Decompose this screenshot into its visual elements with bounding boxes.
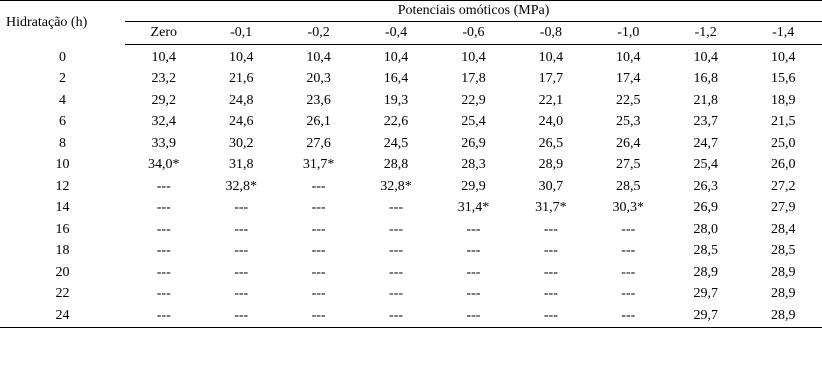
table-row — [0, 133, 822, 155]
value-cell: 19,3 — [383, 92, 409, 108]
value-cell: 21,5 — [770, 114, 796, 130]
column-header: Zero — [125, 22, 202, 45]
value-cell: 23,6 — [306, 92, 331, 108]
value-cell: 28,9 — [770, 264, 796, 280]
value-cell: 10,4 — [770, 49, 796, 65]
value-cell: --- — [466, 264, 481, 280]
value-cell: --- — [311, 178, 326, 194]
value-cell: 26,9 — [693, 200, 718, 216]
value-cell: --- — [466, 221, 481, 237]
value-cell: 32,8* — [380, 178, 412, 194]
value-cell: --- — [234, 286, 249, 302]
row-hours-cell: 12 — [55, 178, 70, 194]
value-cell: 26,1 — [306, 114, 331, 130]
value-cell: 33,9 — [151, 135, 177, 151]
table-row — [0, 198, 822, 220]
value-cell: --- — [389, 286, 404, 302]
value-cell: --- — [234, 264, 249, 280]
table-row — [0, 176, 822, 198]
row-hours-cell: 16 — [55, 221, 70, 237]
value-cell: 22,1 — [538, 92, 564, 108]
value-cell: 28,9 — [693, 264, 718, 280]
column-header: -0,1 — [202, 22, 279, 45]
value-cell: 22,5 — [616, 92, 641, 108]
value-cell: 31,8 — [228, 157, 254, 173]
value-cell: 17,7 — [538, 71, 564, 87]
value-cell: --- — [156, 178, 171, 194]
row-hours-cell: 0 — [59, 49, 67, 65]
value-cell: 10,4 — [693, 49, 718, 65]
table-body — [0, 45, 822, 328]
table-row — [0, 305, 822, 327]
value-cell: 26,0 — [770, 157, 796, 173]
value-cell: --- — [389, 264, 404, 280]
table-row — [0, 262, 822, 284]
value-cell: --- — [311, 221, 326, 237]
value-cell: 27,6 — [306, 135, 331, 151]
row-hours-cell: 18 — [55, 243, 70, 259]
value-cell: 25,4 — [693, 157, 718, 173]
value-cell: --- — [389, 200, 404, 216]
row-hours-cell: 8 — [59, 135, 67, 151]
value-cell: 28,9 — [538, 157, 564, 173]
value-cell: 25,0 — [770, 135, 796, 151]
value-cell: --- — [311, 243, 326, 259]
value-cell: --- — [543, 286, 558, 302]
value-cell: --- — [156, 221, 171, 237]
value-cell: 29,7 — [667, 305, 744, 327]
value-cell: 17,8 — [461, 71, 486, 87]
value-cell: 24,7 — [693, 135, 718, 151]
value-cell: 29,2 — [151, 92, 177, 108]
row-hours-cell: 22 — [55, 286, 70, 302]
value-cell: 10,4 — [306, 49, 331, 65]
row-hours-cell: 4 — [59, 92, 67, 108]
value-cell: 28,5 — [770, 243, 796, 259]
row-hours-cell: 10 — [55, 157, 70, 173]
value-cell: --- — [357, 305, 434, 327]
value-cell: 10,4 — [538, 49, 564, 65]
value-cell: 28,8 — [383, 157, 409, 173]
value-cell: 16,8 — [693, 71, 718, 87]
value-cell: 30,7 — [538, 178, 564, 194]
column-header: -1,4 — [744, 22, 822, 45]
value-cell: 16,4 — [383, 71, 409, 87]
value-cell: 26,4 — [616, 135, 641, 151]
value-cell: --- — [621, 221, 636, 237]
value-cell: --- — [543, 243, 558, 259]
row-hours-cell: 14 — [55, 200, 70, 216]
value-cell: 28,5 — [616, 178, 641, 194]
value-cell: 22,6 — [383, 114, 409, 130]
column-header: -1,2 — [667, 22, 744, 45]
value-cell: 10,4 — [151, 49, 177, 65]
row-hours-cell: 6 — [59, 114, 67, 130]
value-cell: --- — [311, 286, 326, 302]
value-cell: --- — [311, 264, 326, 280]
value-cell: 10,4 — [616, 49, 641, 65]
value-cell: 10,4 — [461, 49, 486, 65]
column-header: -0,8 — [512, 22, 589, 45]
value-cell: --- — [311, 200, 326, 216]
value-cell: --- — [234, 243, 249, 259]
value-cell: --- — [125, 305, 202, 327]
value-cell: 10,4 — [383, 49, 409, 65]
table-row — [0, 284, 822, 306]
value-cell: 27,9 — [770, 200, 796, 216]
table-header — [0, 1, 822, 45]
row-hours-cell: 2 — [59, 71, 67, 87]
value-cell: --- — [621, 243, 636, 259]
value-cell: 21,6 — [228, 71, 254, 87]
value-cell: --- — [156, 243, 171, 259]
value-cell: 29,7 — [693, 286, 718, 302]
table-row — [0, 90, 822, 112]
value-cell: 26,9 — [461, 135, 486, 151]
value-cell: --- — [466, 243, 481, 259]
value-cell: 24,6 — [228, 114, 254, 130]
column-header: -0,4 — [357, 22, 434, 45]
value-cell: --- — [234, 221, 249, 237]
value-cell: 29,9 — [461, 178, 486, 194]
value-cell: --- — [621, 264, 636, 280]
table-row — [0, 155, 822, 177]
value-cell: 32,4 — [151, 114, 177, 130]
value-cell: 28,9 — [744, 305, 822, 327]
value-cell: 28,0 — [693, 221, 718, 237]
value-cell: 17,4 — [616, 71, 641, 87]
value-cell: --- — [435, 305, 512, 327]
table-row — [0, 241, 822, 263]
group-header-osmotic-potentials: Potenciais omóticos (MPa) — [125, 1, 822, 22]
table-row — [0, 112, 822, 134]
value-cell: 32,8* — [225, 178, 257, 194]
value-cell: 24,8 — [228, 92, 254, 108]
value-cell: 31,4* — [457, 200, 490, 216]
value-cell: --- — [156, 286, 171, 302]
value-cell: --- — [466, 286, 481, 302]
value-cell: 24,0 — [538, 114, 564, 130]
value-cell: 27,2 — [770, 178, 796, 194]
value-cell: --- — [156, 264, 171, 280]
value-cell: 30,3* — [612, 200, 645, 216]
row-hours-cell: 24 — [0, 305, 125, 327]
value-cell: 25,4 — [461, 114, 486, 130]
value-cell: 24,5 — [383, 135, 409, 151]
value-cell: --- — [543, 221, 558, 237]
value-cell: --- — [234, 200, 249, 216]
value-cell: --- — [202, 305, 279, 327]
row-header-hydration: Hidratação (h) — [0, 1, 125, 45]
value-cell: 31,7* — [302, 157, 335, 173]
value-cell: 28,5 — [693, 243, 718, 259]
value-cell: 23,7 — [693, 114, 718, 130]
value-cell: --- — [156, 200, 171, 216]
value-cell: 34,0* — [148, 157, 180, 173]
value-cell: --- — [543, 264, 558, 280]
value-cell: 25,3 — [616, 114, 641, 130]
value-cell: 22,9 — [461, 92, 486, 108]
value-cell: 26,3 — [693, 178, 718, 194]
table-row — [0, 45, 822, 69]
value-cell: 26,5 — [538, 135, 564, 151]
value-cell: --- — [621, 286, 636, 302]
value-cell: --- — [590, 305, 667, 327]
column-header: -1,0 — [590, 22, 667, 45]
value-cell: 30,2 — [228, 135, 254, 151]
value-cell: 10,4 — [228, 49, 254, 65]
value-cell: --- — [389, 221, 404, 237]
value-cell: --- — [280, 305, 357, 327]
table-row — [0, 69, 822, 91]
value-cell: 28,3 — [461, 157, 486, 173]
value-cell: 21,8 — [693, 92, 718, 108]
row-hours-cell: 20 — [55, 264, 70, 280]
column-header: -0,2 — [280, 22, 357, 45]
value-cell: 27,5 — [616, 157, 641, 173]
value-cell: 15,6 — [770, 71, 796, 87]
value-cell: 28,4 — [770, 221, 796, 237]
value-cell: 23,2 — [151, 71, 177, 87]
value-cell: 28,9 — [770, 286, 796, 302]
value-cell: --- — [389, 243, 404, 259]
value-cell: 31,7* — [535, 200, 567, 216]
table-row — [0, 219, 822, 241]
value-cell: --- — [512, 305, 589, 327]
value-cell: 18,9 — [770, 92, 796, 108]
value-cell: 20,3 — [306, 71, 331, 87]
column-header: -0,6 — [435, 22, 512, 45]
